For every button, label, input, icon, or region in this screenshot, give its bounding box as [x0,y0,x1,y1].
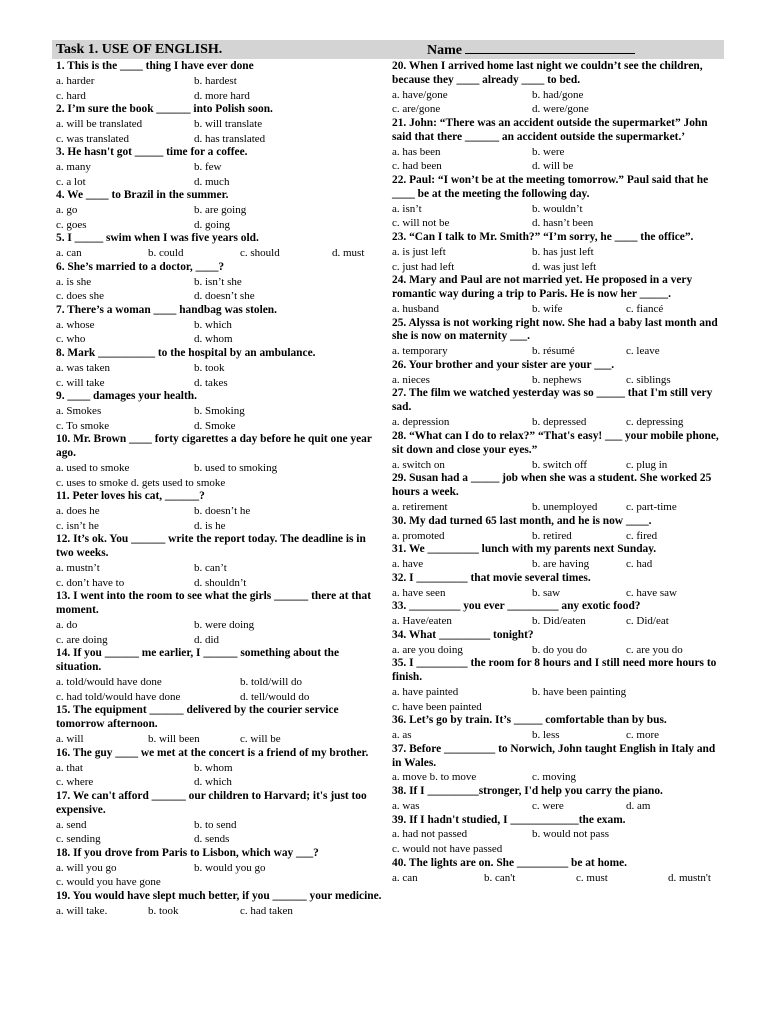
question-item [56,747,386,790]
question-item [392,515,724,544]
answer-option[interactable]: a. depression [392,416,450,429]
answer-options-row [56,618,386,633]
answer-option[interactable]: a. temporary [392,345,448,358]
answer-option[interactable]: b. to send [194,818,237,831]
question-stem: 33. _________ you ever _________ any exotic food? [392,600,641,613]
answer-option[interactable]: c. had been [392,160,442,173]
answer-option[interactable]: d. mustn't [668,871,711,884]
answer-option[interactable]: a. has been [392,145,441,158]
question-stem: 21. John: “There was an accident outside the supermarket” John said that there ______ an accident outside the supermarket.’ [392,117,708,143]
answer-option[interactable]: c. would not have passed [392,843,503,856]
question-item [56,890,386,919]
question-item [56,647,386,704]
answer-options-row [392,415,724,430]
answer-option[interactable]: d. did [194,633,220,646]
question-stem: 37. Before _________ to Norwich, John taught English in Italy and in Wales. [392,742,716,769]
answer-options-row [56,818,386,833]
answer-option[interactable]: b. would you go [194,861,266,874]
answer-option[interactable]: b. doesn’t he [194,505,251,518]
question-stem: 12. It’s ok. You ______ write the report today. The deadline is in two weeks. [56,533,366,560]
answer-options-row [56,132,386,147]
question-stem: 2. I’m sure the book ______ into Polish soon. [56,103,273,116]
answer-option[interactable]: b. can't [484,871,516,884]
answer-option[interactable]: c. don’t have to [56,576,125,589]
answer-option[interactable]: c. fiancé [626,302,664,315]
answer-option[interactable]: b. isn’t she [194,275,242,288]
answer-options-row [56,218,386,233]
answer-options-row [56,675,386,690]
name-blank-line[interactable] [465,40,635,54]
answer-option[interactable]: c. will not be [392,217,450,230]
answer-option[interactable]: c. does she [56,290,104,303]
answer-options-row [56,246,386,261]
question-stem: 11. Peter loves his cat, ______? [56,490,205,503]
answer-options-row [392,842,724,857]
answer-option[interactable]: a. harder [56,74,95,87]
answer-option[interactable]: b. Smoking [194,405,245,418]
answer-option[interactable]: c. would you have gone [56,876,161,889]
question-item [56,590,386,647]
question-item [392,543,724,572]
answer-options-row [56,504,386,519]
question-stem: 26. Your brother and your sister are your ___. [392,358,615,371]
answer-options-row [56,117,386,132]
answer-option[interactable]: a. have [392,558,424,571]
answer-option[interactable]: c. sending [56,833,101,846]
answer-option[interactable]: a. is just left [392,245,446,258]
answer-options-row [392,871,724,886]
answer-options-row [392,685,724,700]
question-item [392,231,724,274]
answer-option[interactable]: a. are you doing [392,643,463,656]
answer-options-row [392,159,724,174]
question-stem: 5. I _____ swim when I was five years old. [56,232,259,245]
question-item [392,117,724,174]
question-item [392,657,724,714]
answer-option[interactable]: a. nieces [392,373,430,386]
answer-option[interactable]: b. will been [148,733,200,746]
question-item [392,274,724,316]
answer-options-row [392,770,724,785]
answer-options-row [392,458,724,473]
answer-option[interactable]: d. shouldn’t [194,576,247,589]
answer-option[interactable]: d. hasn’t been [532,217,594,230]
question-item [56,433,386,490]
answer-option[interactable]: b. will translate [194,118,263,130]
question-stem: 35. I _________ the room for 8 hours and I still need more hours to finish. [392,657,717,684]
answer-option[interactable]: b. unemployed [532,501,598,514]
question-stem: 29. Susan had a _____ job when she was a student. She worked 25 hours a week. [392,472,712,499]
answer-option[interactable]: b. are having [532,558,590,571]
question-stem: 22. Paul: “I won’t be at the meeting tomorrow.” Paul said that he ____ be at the meeting the following day. [392,174,709,200]
question-stem: 23. “Can I talk to Mr. Smith?” “I’m sorry, he ____ the office”. [392,231,694,243]
answer-option[interactable]: a. will you go [56,861,117,874]
question-stem: 30. My dad turned 65 last month, and he is now ____. [392,514,652,527]
answer-option[interactable]: c. Did/eat [626,615,669,628]
worksheet-header [52,40,724,59]
answer-option[interactable]: c. had told/would have done [56,690,181,703]
question-stem: 31. We _________ lunch with my parents next Sunday. [392,543,657,556]
answer-option[interactable]: d. Smoke [194,419,236,432]
answer-option[interactable]: a. mustn’t [56,562,100,575]
answer-option[interactable]: a. told/would have done [56,676,162,689]
answer-option[interactable]: c. fired [626,529,658,542]
answer-option[interactable]: b. are going [194,204,247,217]
question-item [392,430,724,472]
answer-options-row [56,289,386,304]
question-item [56,304,386,347]
answer-option[interactable]: c. isn’t he [56,519,99,532]
answer-option[interactable]: d. takes [194,376,228,389]
answer-options-row [392,827,724,842]
answer-option[interactable]: b. whom [194,761,233,774]
answer-option[interactable]: d. doesn’t she [194,290,255,303]
answer-option[interactable]: b. were [532,145,565,158]
answer-option[interactable]: a. have painted [392,685,459,698]
answer-option[interactable]: b. depressed [532,416,587,429]
answer-options-row [56,419,386,434]
answer-options-row [392,586,724,601]
question-item [392,174,724,231]
answer-options-row [392,245,724,260]
answer-option[interactable]: c. will be [240,733,281,746]
answer-option[interactable]: a. was [392,799,420,812]
answer-option[interactable]: d. am [626,799,651,812]
answer-option[interactable]: b. told/will do [240,676,303,689]
question-item [392,714,724,743]
answer-options-row [392,260,724,275]
answer-option[interactable]: b. used to smoking [194,462,278,475]
answer-options-row [392,557,724,572]
answer-option[interactable]: b. switch off [532,458,588,471]
question-item [56,347,386,390]
answer-option[interactable]: d. which [194,776,232,789]
answer-option[interactable]: d. were/gone [532,103,589,116]
answer-option[interactable]: c. are doing [56,633,108,646]
answer-option[interactable]: c. uses to smoke d. gets used to smoke [56,476,226,489]
answer-option[interactable]: c. moving [532,771,576,784]
worksheet-page [52,40,724,917]
answer-options-row [56,690,386,705]
answer-option[interactable]: c. part-time [626,501,677,514]
answer-option[interactable]: b. have been painting [532,685,627,698]
name-label: Name [427,43,462,58]
answer-option[interactable]: d. is he [194,519,226,532]
answer-option[interactable]: b. do you do [532,643,587,656]
question-stem: 3. He hasn't got _____ time for a coffee. [56,146,248,159]
question-item [392,814,724,857]
answer-option[interactable]: a. husband [392,302,440,315]
answer-options-row [56,74,386,89]
question-item [56,490,386,533]
answer-options-row [392,302,724,317]
answer-option[interactable]: c. were [532,799,564,812]
question-item [56,790,386,847]
answer-options-row [56,461,386,476]
answer-option[interactable]: b. saw [532,586,561,599]
answer-option[interactable]: b. hardest [194,74,237,87]
answer-option[interactable]: d. more hard [194,89,250,102]
question-item [56,60,386,103]
question-stem: 18. If you drove from Paris to Lisbon, which way ___? [56,846,319,859]
question-stem: 34. What _________ tonight? [392,628,534,641]
answer-option[interactable]: a. Have/eaten [392,615,452,628]
answer-option[interactable]: c. was translated [56,132,129,145]
answer-option[interactable]: d. must [332,247,365,260]
left-column [56,60,386,918]
question-item [56,847,386,890]
answer-options-row [392,799,724,814]
question-stem: 38. If I _________stronger, I'd help you carry the piano. [392,785,663,798]
answer-option[interactable]: c. have been painted [392,700,482,713]
answer-option[interactable]: b. résumé [532,345,575,358]
answer-option[interactable]: d. tell/would do [240,690,310,703]
answer-option[interactable]: a. is she [56,275,92,288]
answer-options-row [392,216,724,231]
question-item [392,857,724,886]
question-stem: 27. The film we watched yesterday was so _____ that I'm still very sad. [392,387,713,414]
answer-option[interactable]: a. had not passed [392,828,468,841]
question-item [56,189,386,232]
answer-option[interactable]: a. have seen [392,586,446,599]
answer-option[interactable]: c. have saw [626,586,678,599]
question-item [56,146,386,189]
answer-option[interactable]: a. as [392,729,412,742]
answer-option[interactable]: c. had taken [240,904,293,917]
answer-options-row [56,175,386,190]
task-title: Task 1. USE OF ENGLISH. [56,42,223,57]
answer-options-row [56,361,386,376]
answer-option[interactable]: a. that [56,761,83,774]
question-item [392,572,724,601]
answer-option[interactable]: d. going [194,218,231,231]
question-stem: 15. The equipment ______ delivered by the courier service tomorrow afternoon. [56,704,339,731]
answer-option[interactable]: a. does he [56,505,100,518]
question-stem: 16. The guy ____ we met at the concert is a friend of my brother. [56,746,369,759]
question-item [392,472,724,514]
answer-option[interactable]: c. plug in [626,458,668,471]
answer-option[interactable]: b. took [194,361,225,374]
answer-option[interactable]: a. switch on [392,458,445,471]
answer-options-row [392,88,724,103]
answer-option[interactable]: c. a lot [56,175,86,188]
question-stem: 4. We ____ to Brazil in the summer. [56,189,229,202]
answer-option[interactable]: c. had [626,558,653,571]
answer-options-row [392,344,724,359]
question-item [392,387,724,429]
question-stem: 9. ____ damages your health. [56,390,197,403]
answer-option[interactable]: a. do [56,619,78,632]
question-stem: 20. When I arrived home last night we couldn’t see the children, because they ____ already ____ to bed. [392,60,703,86]
question-stem: 32. I _________ that movie several times. [392,571,591,584]
answer-options-row [392,500,724,515]
answer-option[interactable]: a. will be translated [56,118,143,130]
answer-option[interactable]: c. just had left [392,260,455,273]
question-item [56,704,386,746]
answer-option[interactable]: c. To smoke [56,419,110,432]
answer-options-row [56,761,386,776]
answer-option[interactable]: b. which [194,318,232,331]
question-stem: 28. “What can I do to relax?” “That's easy! ___ your mobile phone, sit down and close your eyes.” [392,429,719,456]
answer-options-row [56,732,386,747]
answer-option[interactable]: c. hard [56,89,86,102]
answer-option[interactable]: c. should [240,247,280,260]
answer-option[interactable]: a. can [56,247,82,260]
question-item [56,533,386,590]
answer-option[interactable]: c. depressing [626,416,684,429]
question-item [392,600,724,629]
answer-options-row [56,875,386,890]
question-item [56,103,386,146]
answer-option[interactable]: b. were doing [194,619,255,632]
answer-option[interactable]: a. whose [56,318,95,331]
answer-options-row [56,519,386,534]
answer-options-row [56,376,386,391]
answer-option[interactable]: a. have/gone [392,88,448,101]
question-item [56,261,386,304]
answer-option[interactable]: c. where [56,776,94,789]
question-stem: 40. The lights are on. She _________ be at home. [392,856,627,869]
answer-option[interactable]: d. much [194,175,230,188]
answer-option[interactable]: b. nephews [532,373,582,386]
question-stem: 8. Mark __________ to the hospital by an ambulance. [56,347,316,360]
answer-option[interactable]: a. many [56,161,91,174]
answer-option[interactable]: b. had/gone [532,88,584,101]
question-stem: 7. There’s a woman ____ handbag was stolen. [56,303,277,316]
question-item [392,359,724,388]
question-stem: 25. Alyssa is not working right now. She had a baby last month and she is now on maternity ___. [392,316,718,343]
answer-option[interactable]: a. go [56,204,78,217]
answer-option[interactable]: c. will take [56,376,105,389]
answer-option[interactable]: b. would not pass [532,828,609,841]
answer-options-row [56,332,386,347]
answer-option[interactable]: c. are/gone [392,103,441,116]
answer-options-row [56,576,386,591]
answer-options-row [392,614,724,629]
answer-options-row [56,160,386,175]
answer-options-row [392,145,724,160]
answer-options-row [56,275,386,290]
answer-option[interactable]: b. Did/eaten [532,615,586,628]
answer-option[interactable]: b. few [194,161,222,174]
answer-options-row [56,203,386,218]
answer-option[interactable]: b. could [148,247,184,260]
answer-option[interactable]: a. Smokes [56,405,102,418]
answer-options-row [392,529,724,544]
question-item [392,60,724,117]
answer-option[interactable]: a. retirement [392,501,448,514]
answer-option[interactable]: d. whom [194,333,233,346]
answer-options-row [56,404,386,419]
answer-options-row [392,728,724,743]
answer-options-row [392,373,724,388]
answer-option[interactable]: b. has just left [532,245,594,258]
answer-options-row [56,476,386,491]
answer-options-row [392,643,724,658]
question-stem: 6. She’s married to a doctor, ____? [56,260,225,273]
answer-options-row [56,832,386,847]
answer-option[interactable]: c. leave [626,345,660,358]
answer-option[interactable]: d. has translated [194,132,266,145]
answer-option[interactable]: a. used to smoke [56,462,130,475]
question-stem: 36. Let’s go by train. It’s _____ comfortable than by bus. [392,714,667,727]
answer-option[interactable]: c. more [626,729,659,742]
question-stem: 39. If I hadn't studied, I ____________the exam. [392,813,626,826]
question-stem: 14. If you ______ me earlier, I ______ something about the situation. [56,647,340,674]
question-stem: 17. We can't afford ______ our children to Harvard; it's just too expensive. [56,789,367,816]
answer-option[interactable]: d. will be [532,160,574,173]
answer-options-row [392,202,724,217]
answer-option[interactable]: c. goes [56,218,87,231]
answer-options-row [56,775,386,790]
answer-option[interactable]: b. can’t [194,562,227,575]
answer-option[interactable]: b. took [148,904,179,917]
question-stem: 10. Mr. Brown ____ forty cigarettes a day before he quit one year ago. [56,433,372,460]
right-column [392,60,724,885]
question-stem: 13. I went into the room to see what the girls ______ there at that moment. [56,590,371,617]
question-item [392,317,724,359]
answer-options-row [56,633,386,648]
answer-option[interactable]: b. less [532,729,560,742]
answer-option[interactable]: a. isn’t [392,202,422,215]
answer-options-row [56,904,386,919]
answer-option[interactable]: b. retired [532,529,572,542]
answer-option[interactable]: a. move b. to move [392,771,477,784]
question-item [392,743,724,785]
answer-option[interactable]: c. must [576,871,608,884]
answer-option[interactable]: b. wife [532,302,563,315]
answer-option[interactable]: d. sends [194,833,230,846]
answer-options-row [56,89,386,104]
answer-options-row [392,102,724,117]
question-stem: 19. You would have slept much better, if you ______ your medicine. [56,889,382,902]
answer-options-row [56,861,386,876]
answer-option[interactable]: c. siblings [626,373,671,386]
answer-option[interactable]: c. who [56,333,86,346]
answer-options-row [392,700,724,715]
answer-option[interactable]: a. promoted [392,529,445,542]
answer-option[interactable]: c. are you do [626,643,683,656]
question-item [56,232,386,261]
answer-options-row [56,318,386,333]
answer-option[interactable]: d. was just left [532,260,597,273]
answer-option[interactable]: b. wouldn’t [532,202,583,215]
answer-options-row [56,561,386,576]
question-stem: 1. This is the ____ thing I have ever done [56,60,254,72]
answer-option[interactable]: a. can [392,871,418,884]
answer-option[interactable]: a. send [56,818,87,831]
answer-option[interactable]: a. will [56,733,84,746]
answer-option[interactable]: a. will take. [56,904,108,917]
question-item [392,629,724,658]
question-stem: 24. Mary and Paul are not married yet. He proposed in a very romantic way during a trip to Paris. He is now her _____. [392,274,693,300]
question-item [392,785,724,814]
question-item [56,390,386,433]
name-field[interactable] [427,40,635,60]
answer-option[interactable]: a. was taken [56,361,111,374]
